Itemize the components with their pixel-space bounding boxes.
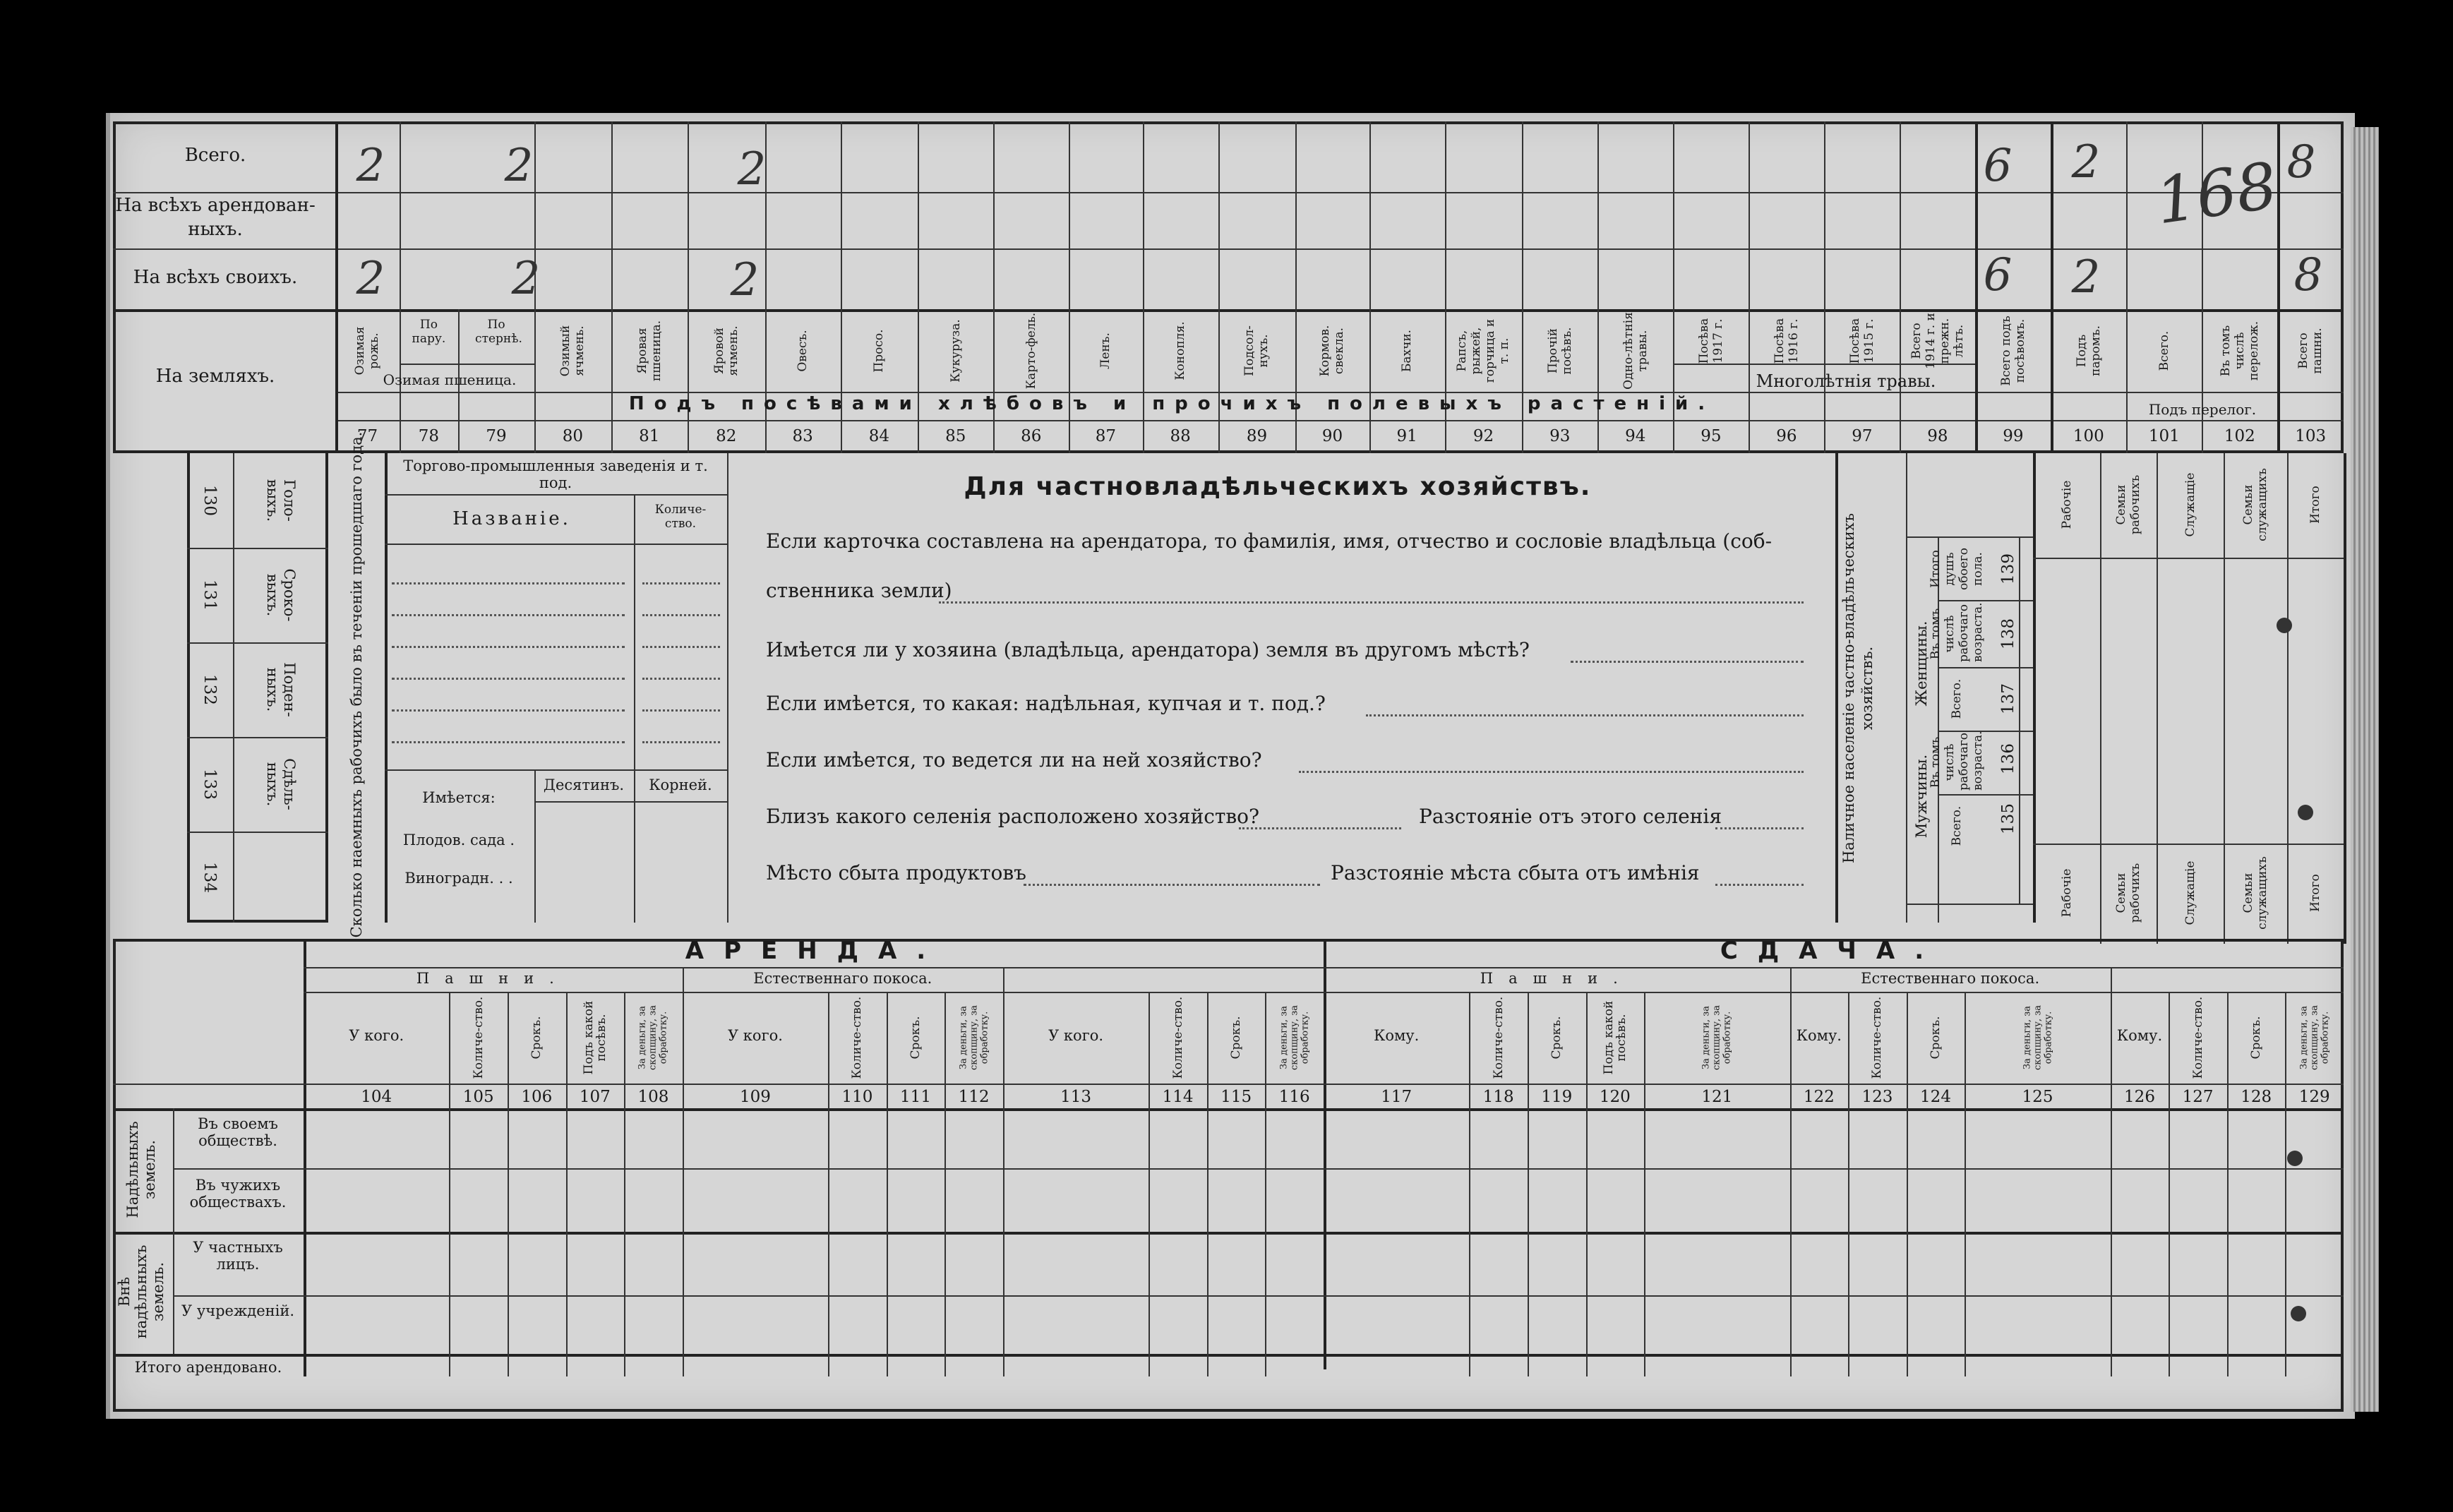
- ozim-label: Озимая пшеница.: [383, 371, 517, 388]
- pop-col-top-4: Итого: [2308, 486, 2322, 524]
- private-q6a: Мѣсто сбыта продуктовъ: [766, 861, 1026, 884]
- arenda-pokos-header: Естественнаго покоса.: [753, 970, 932, 987]
- hired-label: Сколько наемныхъ рабочихъ было въ теченіи прошедшаго года.: [348, 431, 365, 938]
- arenda-col-num-129: 129: [2298, 1088, 2330, 1106]
- arenda-col-label-110: Количе-ство.: [850, 996, 865, 1079]
- crop-col-label-97: Посѣва 1915 г.: [1847, 318, 1876, 364]
- pop-col-bottom-4: Итого: [2308, 874, 2322, 912]
- hw-svoi-5: 2: [2071, 251, 2101, 304]
- arenda-col-num-107: 107: [579, 1088, 611, 1106]
- crop-col-num-90: 90: [1321, 427, 1343, 445]
- crop-col-label-78: По пару.: [412, 318, 446, 346]
- pop-num-138: 138: [1999, 618, 2017, 649]
- women-label: Женщины.: [1913, 620, 1930, 707]
- row-uchrezhdeniy: У учрежденій.: [181, 1302, 295, 1319]
- crop-col-num-101: 101: [2148, 427, 2180, 445]
- arenda-col-num-105: 105: [462, 1088, 494, 1106]
- trade-vinograd: Виноградн. . .: [404, 870, 513, 887]
- crop-col-label-84: Просо.: [872, 329, 887, 373]
- arenda-col-num-115: 115: [1220, 1088, 1252, 1106]
- crop-col-num-81: 81: [639, 427, 660, 445]
- crop-col-num-79: 79: [486, 427, 507, 445]
- women-vsego: Всего.: [1950, 678, 1964, 719]
- hw-vsego-4: 6: [1983, 140, 2013, 192]
- livestock-num-131: 131: [200, 580, 219, 611]
- livestock-num-132: 132: [200, 674, 219, 705]
- livestock-num-133: 133: [200, 769, 219, 800]
- crop-col-num-98: 98: [1927, 427, 1948, 445]
- binder-hole: [2298, 805, 2313, 820]
- pop-col-top-0: Рабочіе: [2059, 480, 2074, 529]
- arenda-col-num-108: 108: [637, 1088, 669, 1106]
- crop-col-label-94: Одно-лѣтнія травы.: [1621, 312, 1650, 390]
- hw-vsego-1: 2: [356, 140, 385, 192]
- men-label: Мужчины.: [1913, 754, 1930, 839]
- arenda-col-num-111: 111: [900, 1088, 931, 1106]
- crop-col-label-81: Яровая пшеница.: [635, 320, 664, 382]
- trade-has: Имѣется:: [422, 789, 496, 806]
- arenda-col-num-110: 110: [841, 1088, 873, 1106]
- arenda-col-label-106: Срокъ.: [529, 1016, 544, 1060]
- arenda-col-label-109: У кого.: [727, 1027, 783, 1044]
- crop-col-label-80: Озимый ячмень.: [558, 325, 587, 377]
- arenda-col-num-120: 120: [1599, 1088, 1631, 1106]
- livestock-label-132: Поден-ныхъ.: [264, 662, 298, 717]
- pop-num-135: 135: [1999, 803, 2017, 834]
- pop-col-top-2: Служащіе: [2183, 472, 2197, 537]
- pop-col-bottom-0: Рабочіе: [2059, 868, 2074, 918]
- arenda-col-num-118: 118: [1482, 1088, 1514, 1106]
- arenda-col-label-126: Кому.: [2116, 1027, 2163, 1044]
- arenda-col-num-116: 116: [1278, 1088, 1310, 1106]
- arenda-col-num-128: 128: [2241, 1088, 2272, 1106]
- arenda-col-label-104: У кого.: [349, 1027, 404, 1044]
- arenda-col-label-117: Кому.: [1374, 1027, 1420, 1044]
- row-vsego: Всего.: [184, 145, 246, 166]
- hw-card-number: 168: [2151, 148, 2282, 239]
- itogo-dush: Итого душъ обоего пола.: [1929, 548, 1985, 590]
- crop-col-num-78: 78: [418, 427, 440, 445]
- sdacha-pokos-header: Естественнаго покоса.: [1861, 970, 2040, 987]
- crop-col-num-89: 89: [1246, 427, 1268, 445]
- livestock-label-133: Сдѣль-ныхъ.: [264, 758, 298, 810]
- card-stack-edge: [2351, 127, 2379, 1412]
- crop-col-num-93: 93: [1549, 427, 1571, 445]
- row-svoem: Въ своемъ обществѣ.: [198, 1115, 278, 1149]
- desyatin-col: Десятинъ.: [543, 776, 625, 793]
- crop-col-label-103: Всего пашни.: [2296, 328, 2325, 374]
- hw-svoi-4: 6: [1983, 249, 2013, 301]
- private-q1a: Если карточка составлена на арендатора, то фамилія, имя, отчество и сословіе владѣльца (соб-: [766, 529, 1773, 553]
- binder-hole: [2277, 618, 2292, 633]
- crop-col-label-100: Подъ паромъ.: [2074, 325, 2103, 377]
- arenda-col-label-116: За деньги, за скопщину, за обработку.: [1278, 1004, 1311, 1071]
- livestock-num-134: 134: [200, 861, 219, 893]
- korney-col: Корней.: [649, 776, 712, 793]
- crop-col-label-98: Всего 1914 г. и прежн. лѣтъ.: [1909, 313, 1966, 369]
- crop-col-num-96: 96: [1776, 427, 1797, 445]
- crop-col-num-103: 103: [2295, 427, 2327, 445]
- crop-col-label-96: Посѣва 1916 г.: [1772, 318, 1801, 364]
- row-arendovannykh-2: ныхъ.: [188, 219, 243, 240]
- crop-col-num-92: 92: [1473, 427, 1494, 445]
- crop-col-num-102: 102: [2224, 427, 2255, 445]
- livestock-label-131: Сроко-выхъ.: [264, 568, 298, 622]
- crop-col-label-92: Рапсъ, рыжей, горчица и т. п.: [1455, 318, 1512, 383]
- crop-col-num-94: 94: [1625, 427, 1646, 445]
- hw-svoi-2: 2: [511, 253, 541, 305]
- crop-col-num-95: 95: [1701, 427, 1722, 445]
- arenda-col-label-121: За деньги, за скопщину, за обработку.: [1701, 1004, 1733, 1071]
- crop-col-num-99: 99: [2003, 427, 2024, 445]
- arenda-col-num-127: 127: [2182, 1088, 2214, 1106]
- crop-col-num-82: 82: [716, 427, 737, 445]
- private-q5a: Близъ какого селенія расположено хозяйство?: [766, 805, 1260, 828]
- livestock-num-130: 130: [200, 485, 219, 516]
- crop-col-num-77: 77: [356, 427, 378, 445]
- arenda-col-label-128: Срокъ.: [2249, 1016, 2264, 1060]
- arenda-title: АРЕНДА.: [685, 937, 946, 965]
- crop-col-num-85: 85: [945, 427, 966, 445]
- pod-perelog-label: Подъ перелог.: [2148, 401, 2257, 418]
- arenda-col-label-108: За деньги, за скопщину, за обработку.: [637, 1004, 669, 1071]
- arenda-col-label-127: Количе-ство.: [2190, 996, 2205, 1079]
- arenda-col-label-123: Количе-ство.: [1870, 996, 1885, 1079]
- crop-col-num-86: 86: [1021, 427, 1042, 445]
- arenda-table-frame: [113, 939, 2344, 1412]
- pop-col-top-1: Семьи рабочихъ: [2114, 474, 2142, 535]
- crop-col-num-80: 80: [562, 427, 584, 445]
- pop-col-bottom-2: Служащіе: [2183, 860, 2197, 925]
- pop-col-bottom-1: Семьи рабочихъ: [2114, 863, 2142, 923]
- pop-col-top-3: Семьи служащихъ: [2241, 468, 2269, 541]
- private-q3: Если имѣется, то какая: надѣльная, купчая и т. под.?: [766, 692, 1326, 715]
- arenda-col-num-125: 125: [2022, 1088, 2053, 1106]
- arenda-col-num-122: 122: [1803, 1088, 1835, 1106]
- row-itogo: Итого арендовано.: [134, 1359, 282, 1376]
- arenda-col-label-105: Количе-ство.: [471, 996, 486, 1079]
- private-title: Для частновладѣльческихъ хозяйствъ.: [964, 472, 1592, 501]
- arenda-col-num-123: 123: [1861, 1088, 1893, 1106]
- women-rabot: Въ томъ числѣ рабочаго возраста.: [1929, 602, 1985, 662]
- arenda-col-label-124: Срокъ.: [1929, 1016, 1943, 1060]
- arenda-col-label-111: Срокъ.: [908, 1016, 923, 1060]
- crop-col-label-85: Кукуруза.: [948, 319, 963, 383]
- hw-svoi-3: 2: [730, 254, 760, 306]
- crop-col-label-95: Посѣва 1917 г.: [1696, 318, 1725, 364]
- private-q5b: Разстояніе отъ этого селенія: [1419, 805, 1722, 828]
- men-vsego: Всего.: [1950, 805, 1964, 846]
- arenda-col-num-124: 124: [1920, 1088, 1951, 1106]
- binder-hole: [2287, 1151, 2303, 1166]
- crop-col-label-83: Овесъ.: [796, 330, 810, 372]
- arenda-col-label-113: У кого.: [1048, 1027, 1104, 1044]
- crop-col-label-91: Бахчи.: [1400, 329, 1415, 373]
- arenda-col-num-119: 119: [1541, 1088, 1573, 1106]
- crop-col-label-99: Всего подъ посѣвомъ.: [1998, 316, 2027, 386]
- crop-col-label-79: По стернѣ.: [475, 318, 522, 346]
- binder-hole: [2291, 1306, 2306, 1321]
- private-q4: Если имѣется, то ведется ли на ней хозяйство?: [766, 748, 1262, 772]
- crop-col-num-87: 87: [1095, 427, 1117, 445]
- mnogolet-label: Многолѣтнія травы.: [1756, 371, 1936, 391]
- crop-col-label-101: Всего.: [2157, 330, 2171, 371]
- group-vne-nadelnykh: Внѣ надѣльныхъ земель.: [116, 1244, 167, 1339]
- population-title: Наличное населеніе частно-владѣльческихъ хозяйствъ.: [1840, 512, 1876, 864]
- arenda-col-num-112: 112: [958, 1088, 990, 1106]
- arenda-col-num-113: 113: [1060, 1088, 1092, 1106]
- crop-col-label-87: Ленъ.: [1098, 332, 1113, 369]
- arenda-col-label-120: Подъ какой посѣвъ.: [1601, 1000, 1629, 1075]
- arenda-col-label-125: За деньги, за скопщину, за обработку.: [2022, 1004, 2053, 1071]
- band-title: Подъ посѣвами хлѣбовъ и прочихъ полевыхъ растеній.: [628, 393, 1715, 414]
- hw-svoi-6: 8: [2293, 249, 2323, 301]
- trade-qty-col: Количе-ство.: [654, 503, 707, 531]
- arenda-col-num-109: 109: [739, 1088, 771, 1106]
- private-q2: Имѣется ли у хозяина (владѣльца, арендатора) земля въ другомъ мѣстѣ?: [766, 638, 1530, 661]
- sdacha-title: СДАЧА.: [1720, 937, 1944, 965]
- row-arendovannykh: На всѣхъ арендован-: [115, 195, 316, 216]
- arenda-col-label-114: Количе-ство.: [1170, 996, 1185, 1079]
- pop-num-139: 139: [1999, 553, 2017, 584]
- hw-svoi-1: 2: [356, 253, 385, 305]
- hw-vsego-5: 2: [2071, 136, 2101, 188]
- trade-title: Торгово-промышленныя заведенія и т. под.: [403, 457, 708, 491]
- arenda-col-num-117: 117: [1381, 1088, 1413, 1106]
- private-q6b: Разстояніе мѣста сбыта отъ имѣнія: [1331, 861, 1700, 884]
- arenda-pashni-header: Пашни.: [416, 970, 570, 987]
- pop-col-bottom-3: Семьи служащихъ: [2241, 856, 2269, 930]
- pop-num-137: 137: [1999, 683, 2017, 714]
- private-q1b: ственника земли): [766, 579, 952, 602]
- row-chastnykh: У частныхъ лицъ.: [193, 1239, 283, 1273]
- hw-vsego-3: 2: [737, 143, 767, 196]
- row-chuzhikh: Въ чужихъ обществахъ.: [189, 1177, 287, 1211]
- arenda-col-num-126: 126: [2124, 1088, 2155, 1106]
- sdacha-pashni-header: Пашни.: [1480, 970, 1633, 987]
- crop-col-num-100: 100: [2073, 427, 2104, 445]
- arenda-col-num-106: 106: [521, 1088, 553, 1106]
- arenda-col-num-121: 121: [1701, 1088, 1733, 1106]
- pop-num-136: 136: [1999, 743, 2017, 774]
- crop-col-label-102: Въ томъ числѣ перелож.: [2218, 320, 2261, 381]
- crop-col-label-88: Конопля.: [1173, 321, 1188, 380]
- arenda-col-label-119: Срокъ.: [1549, 1016, 1564, 1060]
- hw-vsego-6: 8: [2286, 136, 2316, 188]
- arenda-col-label-118: Количе-ство.: [1491, 996, 1506, 1079]
- arenda-col-label-115: Срокъ.: [1229, 1016, 1244, 1060]
- arenda-col-label-107: Подъ какой посѣвъ.: [581, 1000, 608, 1075]
- crop-col-num-88: 88: [1170, 427, 1191, 445]
- crop-col-label-86: Карто-фель.: [1024, 312, 1038, 390]
- row-svoikh: На всѣхъ своихъ.: [133, 267, 298, 288]
- arenda-col-num-104: 104: [361, 1088, 392, 1106]
- crop-col-label-82: Яровой ячмень.: [712, 325, 740, 376]
- crop-col-num-83: 83: [792, 427, 813, 445]
- crop-col-num-91: 91: [1396, 427, 1417, 445]
- arenda-col-label-122: Кому.: [1796, 1027, 1842, 1044]
- men-rabot: Въ томъ числѣ рабочаго возраста.: [1929, 731, 1985, 791]
- group-nadelnykh: Надѣльныхъ земель.: [124, 1121, 158, 1218]
- row-na-zemlyakh: На земляхъ.: [155, 366, 275, 387]
- hw-vsego-2: 2: [504, 140, 534, 192]
- crop-col-label-77: Озимая рожь.: [353, 326, 382, 376]
- trade-name-col: Названіе.: [452, 508, 571, 529]
- arenda-col-label-129: За деньги, за скопщину, за обработку.: [2298, 1004, 2331, 1071]
- trade-sad: Плодов. сада .: [402, 832, 515, 848]
- arenda-col-label-112: За деньги, за скопщину, за обработку.: [958, 1004, 990, 1071]
- crop-col-label-90: Кормов. свекла.: [1318, 325, 1347, 377]
- livestock-label-130: Голо-выхъ.: [264, 479, 298, 522]
- crop-col-num-97: 97: [1852, 427, 1873, 445]
- crop-col-label-93: Прочій посѣвъ.: [1545, 327, 1574, 375]
- arenda-col-num-114: 114: [1162, 1088, 1194, 1106]
- crop-col-num-84: 84: [868, 427, 890, 445]
- crop-col-label-89: Подсол-нухъ.: [1242, 325, 1271, 376]
